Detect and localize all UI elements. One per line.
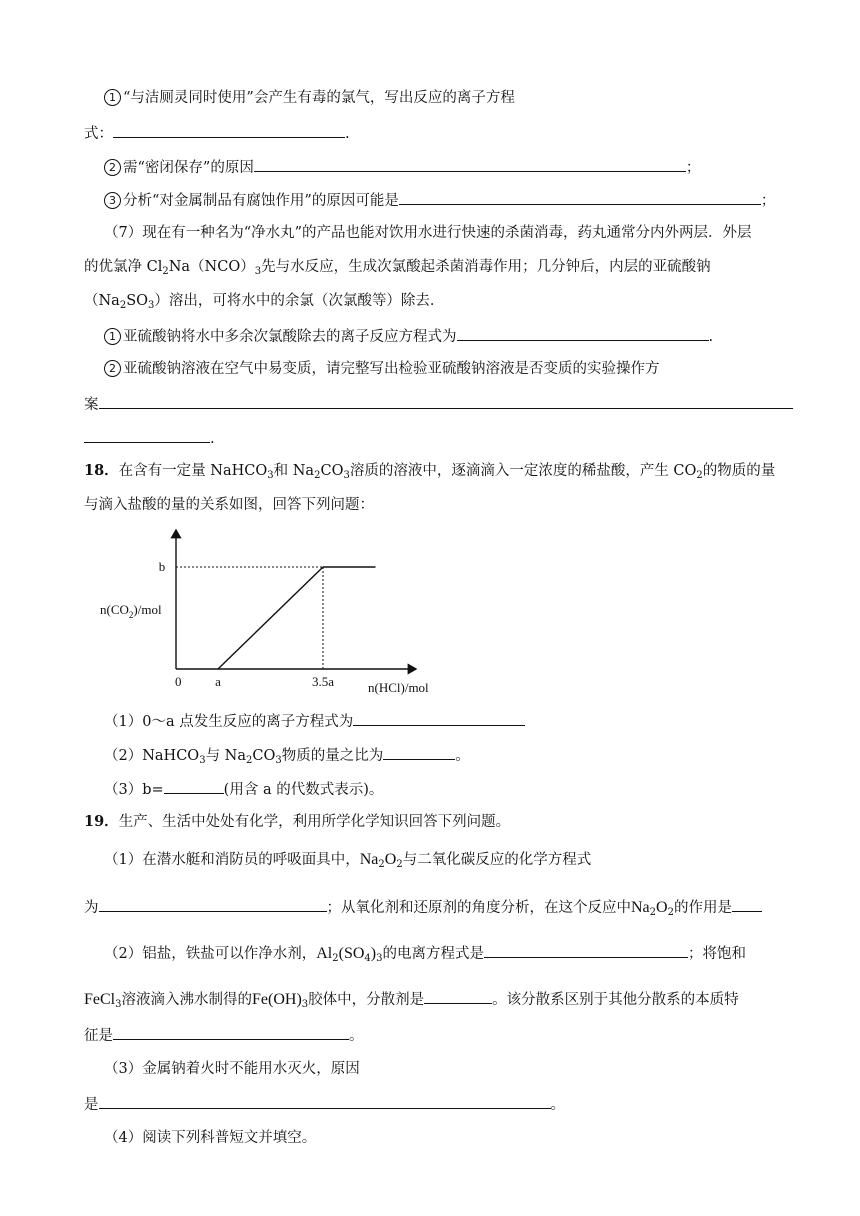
formula: Na — [359, 851, 379, 868]
formula: Al — [316, 945, 333, 962]
origin-label: 0 — [175, 674, 182, 689]
text: （4）阅读下列科普短文并填空。 — [104, 1130, 317, 1146]
formula: (SO — [338, 945, 365, 962]
answer-blank[interactable] — [457, 325, 709, 341]
text: (用含 a 的代数式表示)。 — [223, 782, 384, 798]
text: 式： — [84, 126, 113, 142]
x-tick-label: 3.5a — [311, 674, 335, 689]
question-19-line — [84, 812, 510, 832]
subscript: 2 — [246, 755, 253, 766]
question-number: 18． — [84, 462, 119, 479]
circled-number: 3 — [104, 192, 121, 209]
text: 是 — [84, 1097, 99, 1113]
subscript: 2 — [396, 859, 403, 870]
circled-number: 1 — [104, 328, 121, 345]
text: （1）0～a 点发生反应的离子方程式为 — [104, 714, 354, 730]
circled-number: 2 — [104, 360, 121, 377]
text: ；从氧化剂和还原剂的角度分析，在这个反应中 — [326, 900, 631, 916]
text: . — [210, 431, 215, 447]
subscript: 2 — [119, 300, 127, 311]
subscript: 3 — [267, 470, 274, 481]
text: ； — [685, 160, 701, 176]
subscript: 2 — [667, 907, 674, 918]
text: （3）b= — [104, 782, 164, 798]
text: SO — [126, 293, 149, 309]
text: 溶质的溶液中，逐滴滴入一定浓度的稀盐酸，产生 CO — [349, 463, 697, 479]
series-segment — [218, 567, 323, 669]
formula: Na — [631, 899, 650, 916]
text: 需“密闭保存”的原因 — [123, 160, 254, 176]
answer-blank[interactable] — [113, 1024, 349, 1040]
text: 。该分散系区别于其他分散系的本质特 — [492, 992, 739, 1008]
text: 的优氯净 Cl — [84, 259, 163, 275]
answer-blank[interactable] — [164, 778, 224, 794]
text: 胶体中，分散剂是 — [308, 992, 425, 1008]
text: （1）在潜水艇和消防员的呼吸面具中， — [104, 852, 360, 868]
answer-blank[interactable] — [84, 427, 210, 443]
answer-blank[interactable] — [99, 393, 793, 409]
subscript: 3 — [148, 300, 155, 311]
answer-blank[interactable] — [99, 896, 327, 912]
item-7-2-answer — [84, 393, 793, 415]
series-line — [218, 567, 376, 669]
text: “与洁厕灵同时使用”会产生有毒的氯气，写出反应的离子方程 — [123, 90, 515, 106]
text: 生产、生活中处处有化学，利用所学化学知识回答下列问题。 — [118, 814, 511, 830]
q19-part-2 — [104, 942, 746, 964]
text: （2）NaHCO — [104, 748, 200, 764]
text: 和 Na — [273, 463, 315, 479]
text: 在含有一定量 NaHCO — [118, 463, 268, 479]
formula: Fe(OH) — [252, 991, 302, 1008]
item-7-1-line — [104, 325, 713, 347]
text: 亚硫酸钠溶液在空气中易变质，请完整写出检验亚硫酸钠溶液是否变质的实验操作方 — [123, 361, 660, 377]
text: 的作用是 — [673, 900, 732, 916]
text: ）溶出，可将水中的余氯（次氯酸等）除去． — [154, 293, 445, 309]
q18-part-2 — [104, 744, 470, 766]
text: 征是 — [84, 1028, 113, 1044]
subscript: 4 — [364, 953, 371, 964]
answer-blank[interactable] — [424, 988, 492, 1004]
text: 案 — [84, 397, 99, 413]
text: 溶液滴入沸水制得的 — [121, 992, 252, 1008]
text: ；将饱和 — [687, 946, 746, 962]
answer-blank[interactable] — [732, 896, 762, 912]
text: ； — [760, 193, 776, 209]
subscript: 2 — [696, 470, 703, 481]
subscript: 3 — [343, 470, 350, 481]
subscript: 2 — [332, 953, 339, 964]
text: （2）铝盐，铁盐可以作净水剂， — [104, 946, 317, 962]
text: 与滴入盐酸的量的关系如图，回答下列问题： — [84, 497, 374, 513]
co2-hcl-chart — [96, 522, 446, 700]
q19-part-3 — [104, 1059, 360, 1079]
x-tick-label: a — [215, 674, 221, 689]
subscript: 3 — [199, 755, 206, 766]
text: 为 — [84, 900, 99, 916]
text: 分析“对金属制品有腐蚀作用”的原因可能是 — [123, 193, 399, 209]
item-2-line — [104, 156, 700, 178]
q18-part-1 — [104, 710, 525, 732]
text: 的电离方程式是 — [382, 946, 484, 962]
formula: O — [384, 851, 397, 868]
subscript: 3 — [115, 999, 122, 1010]
answer-blank[interactable] — [113, 122, 345, 138]
x-axis-label: n(HCl)/mol — [368, 680, 429, 695]
subscript: 2 — [162, 266, 169, 277]
subscript: 2 — [314, 470, 321, 481]
part-7-line-2 — [84, 257, 711, 277]
answer-blank[interactable] — [353, 710, 525, 726]
q19-part-2-line-3 — [84, 1024, 364, 1046]
text: 与 Na — [205, 748, 247, 764]
question-18-line-2 — [84, 495, 374, 515]
q18-part-3 — [104, 778, 383, 800]
formula: FeCl — [84, 991, 116, 1008]
guide-lines — [176, 567, 323, 669]
text: 。 — [349, 1028, 364, 1044]
subscript: 3 — [254, 266, 262, 277]
subscript: 3 — [376, 953, 383, 964]
text: CO — [252, 748, 276, 764]
answer-blank[interactable] — [99, 1093, 551, 1109]
subscript: 3 — [275, 755, 282, 766]
y-tick-label: b — [158, 559, 166, 574]
formula: ) — [370, 945, 377, 962]
item-1-line — [104, 88, 515, 108]
text: 。 — [550, 1097, 565, 1113]
text: . — [708, 329, 714, 345]
y-axis-label: $n(CO_2)$/mol — [100, 602, 162, 620]
answer-blank[interactable] — [254, 156, 686, 172]
subscript: 2 — [649, 907, 657, 918]
q19-part-2-line-2 — [84, 988, 739, 1010]
answer-blank[interactable] — [383, 744, 455, 760]
item-3-line — [104, 189, 775, 211]
question-number: 19． — [84, 813, 119, 830]
q19-part-1-answer — [84, 896, 762, 918]
text: 先与水反应，生成次氯酸起杀菌消毒作用；几分钟后，内层的亚硫酸钠 — [261, 259, 711, 275]
text: 与二氧化碳反应的化学方程式 — [402, 852, 592, 868]
text: . — [345, 126, 350, 142]
text: （Na — [84, 293, 120, 309]
circled-number: 2 — [104, 159, 121, 176]
text: 。 — [455, 748, 470, 764]
answer-blank[interactable] — [399, 189, 761, 205]
text: CO — [320, 463, 344, 479]
item-7-2-answer-2 — [84, 427, 215, 449]
answer-blank[interactable] — [484, 942, 688, 958]
text: 物质的量之比为 — [281, 748, 384, 764]
circled-number: 1 — [104, 89, 121, 106]
q19-part-1 — [104, 850, 591, 870]
question-18-line-1 — [84, 461, 775, 481]
text: （7）现在有一种名为“净水丸”的产品也能对饮用水进行快速的杀菌消毒，药丸通常分内外两层．外层 — [104, 225, 752, 241]
formula: O — [656, 899, 668, 916]
part-7-line — [104, 223, 752, 243]
subscript: 3 — [301, 999, 309, 1010]
q19-part-4 — [104, 1128, 316, 1148]
text: 的物质的量 — [702, 463, 776, 479]
text: Na（NCO） — [168, 259, 255, 275]
item-7-2-line — [104, 359, 660, 379]
subscript: 2 — [378, 859, 385, 870]
item-1-answer-line — [84, 122, 350, 144]
q19-part-3-answer — [84, 1093, 565, 1115]
part-7-line-3 — [84, 291, 444, 311]
text: 亚硫酸钠将水中多余次氯酸除去的离子反应方程式为 — [123, 329, 457, 345]
text: （3）金属钠着火时不能用水灭火，原因 — [104, 1061, 360, 1077]
